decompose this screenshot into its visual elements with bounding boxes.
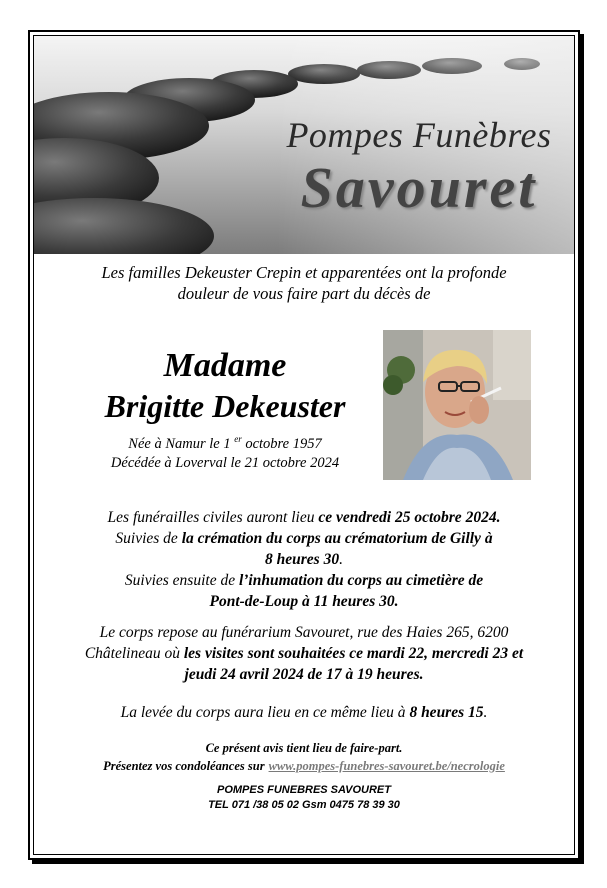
funeral-details: Les funérailles civiles auront lieu ce vendredi 25 octobre 2024. Suivies de la crémation du corps au crématorium de Gilly à 8 heures 30. Suivies ensuite de l’inhumation du corps au cimetière de Pont-de-Loup à 11 heures 30. [107, 509, 501, 610]
condolences-link[interactable]: www.pompes-funebres-savouret.be/necrologie [268, 759, 505, 773]
header-banner [34, 36, 574, 254]
deceased-civility: Madame [163, 347, 287, 384]
deceased-block [40, 346, 410, 473]
company-name: POMPES FUNEBRES SAVOURET [217, 784, 391, 796]
death-line: Décédée à Loverval le 21 octobre 2024 [110, 454, 340, 471]
deceased-name: Brigitte Dekeuster [104, 388, 346, 424]
company-phone: TEL 071 /38 05 02 Gsm 0475 78 39 30 [208, 799, 400, 811]
brand-name: Pompes Funèbres [286, 115, 552, 155]
deceased-photo [383, 330, 531, 480]
brand-surname: Savouret [300, 155, 538, 220]
departure-details: La levée du corps aura lieu en ce même lieu à 8 heures 15. [120, 704, 488, 721]
notice-block: Ce présent avis tient lieu de faire-part. Présentez vos condoléances sur www.pompes-funebres-savouret.be/necrologie [103, 741, 505, 773]
birth-line: Née à Namur le 1 $^{er}$ octobre 1957 [128, 434, 322, 452]
intro-text: Les familles Dekeuster Crepin et apparentées ont la profonde douleur de vous faire part du décès de [101, 263, 507, 303]
visitation-details: Le corps repose au funérarium Savouret, rue des Haies 265, 6200 Châtelineau où les visites sont souhaitées ce mardi 22, mercredi 23 et jeudi 24 avril 2024 de 17 à 19 heures. [84, 624, 524, 683]
footer [40, 783, 568, 813]
